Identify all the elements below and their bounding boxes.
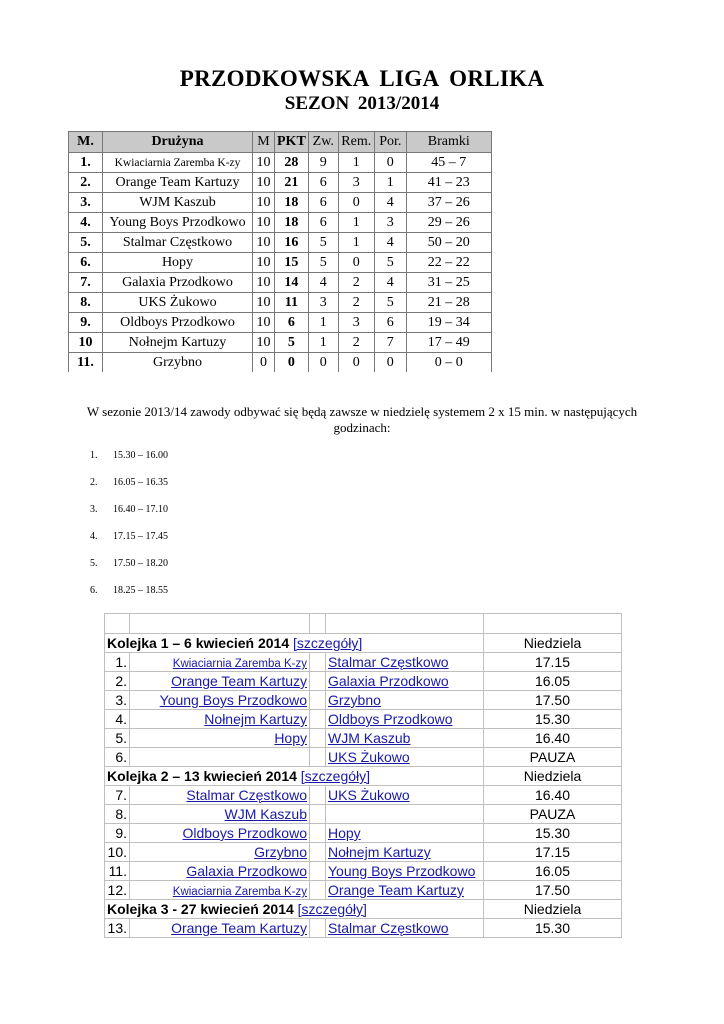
home-team-link[interactable]: Hopy [274, 730, 307, 746]
home-team-cell [130, 653, 310, 672]
col-header-goals: Bramki [406, 132, 491, 153]
round-day: Niedziela [484, 634, 622, 653]
match-number: 1. [105, 653, 130, 672]
home-team-cell [130, 729, 310, 748]
away-team-link[interactable]: Galaxia Przodkowo [328, 673, 449, 689]
standings-row [69, 353, 492, 373]
match-spacer [310, 862, 326, 881]
page-title: PRZODKOWSKA LIGA ORLIKA [179, 66, 545, 91]
standings-row [69, 293, 492, 313]
match-time: 17.50 [484, 881, 622, 900]
standings-row [69, 213, 492, 233]
match-row [105, 672, 622, 691]
goals: 0 – 0 [406, 353, 491, 373]
wins: 9 [308, 153, 338, 173]
team-position: 8. [69, 293, 103, 313]
match-row [105, 919, 622, 938]
time-slot-range: 16.40 – 17.10 [113, 504, 168, 515]
match-number: 10. [105, 843, 130, 862]
goals: 31 – 25 [406, 273, 491, 293]
away-team-cell [326, 691, 484, 710]
team-name: Orange Team Kartuzy [103, 173, 253, 193]
match-spacer [310, 672, 326, 691]
time-slot-range: 17.15 – 17.45 [113, 531, 168, 542]
home-team-link[interactable]: Orange Team Kartuzy [171, 920, 307, 936]
team-position: 10 [69, 333, 103, 353]
losses: 5 [374, 293, 406, 313]
standings-row [69, 313, 492, 333]
round-title-cell [105, 900, 484, 919]
round-header-row [105, 767, 622, 786]
away-team-link[interactable]: Hopy [328, 825, 361, 841]
team-position: 4. [69, 213, 103, 233]
team-name: Galaxia Przodkowo [103, 273, 253, 293]
col-header-draws: Rem. [338, 132, 374, 153]
match-row [105, 691, 622, 710]
away-team-link[interactable]: Orange Team Kartuzy [328, 882, 464, 898]
away-team-cell [326, 672, 484, 691]
time-slot-item [90, 449, 168, 476]
match-number: 5. [105, 729, 130, 748]
time-slot-range: 15.30 – 16.00 [113, 450, 168, 461]
time-slot-number: 2. [90, 477, 98, 488]
team-name: Stalmar Częstkowo [103, 233, 253, 253]
away-team-link[interactable]: Young Boys Przodkowo [328, 863, 476, 879]
match-spacer [310, 786, 326, 805]
points: 14 [275, 273, 309, 293]
away-team-cell [326, 862, 484, 881]
col-header-position: M. [69, 132, 103, 153]
schedule-info-text: W sezonie 2013/14 zawody odbywać się będą zawsze w niedzielę systemem 2 x 15 min. w następujących godzinach: [86, 404, 638, 435]
col-header-wins: Zw. [308, 132, 338, 153]
points: 28 [275, 153, 309, 173]
matches-played: 10 [253, 173, 275, 193]
match-row [105, 881, 622, 900]
wins: 1 [308, 313, 338, 333]
wins: 6 [308, 173, 338, 193]
home-team-link[interactable]: Kwiaciarnia Zaremba K-zy [172, 886, 307, 898]
round-details-link[interactable]: [szczegóły] [293, 635, 363, 651]
match-spacer [310, 805, 326, 824]
wins: 6 [308, 193, 338, 213]
match-row [105, 805, 622, 824]
round-header-row [105, 900, 622, 919]
matches-played: 10 [253, 293, 275, 313]
matches-played: 10 [253, 153, 275, 173]
standings-row [69, 273, 492, 293]
col-header-points: PKT [275, 132, 309, 153]
match-time: 16.40 [484, 786, 622, 805]
goals: 21 – 28 [406, 293, 491, 313]
match-spacer [310, 824, 326, 843]
team-position: 7. [69, 273, 103, 293]
time-slot-item [90, 503, 168, 530]
time-slot-item [90, 557, 168, 584]
standings-row [69, 233, 492, 253]
wins: 4 [308, 273, 338, 293]
losses: 7 [374, 333, 406, 353]
time-slot-range: 16.05 – 16.35 [113, 477, 168, 488]
match-spacer [310, 843, 326, 862]
team-name: Oldboys Przodkowo [103, 313, 253, 333]
team-name: Nołnejm Kartuzy [103, 333, 253, 353]
home-team-cell [130, 919, 310, 938]
match-number: 11. [105, 862, 130, 881]
page-subtitle: SEZON 2013/2014 [284, 93, 440, 114]
goals: 37 – 26 [406, 193, 491, 213]
away-team-cell [326, 824, 484, 843]
away-team-link[interactable]: Oldboys Przodkowo [328, 711, 453, 727]
home-team-cell [130, 843, 310, 862]
match-number: 2. [105, 672, 130, 691]
round-details-link[interactable]: [szczegóły] [300, 768, 371, 784]
time-slot-item [90, 584, 168, 611]
losses: 4 [374, 193, 406, 213]
away-team-link[interactable]: UKS Żukowo [328, 787, 410, 803]
goals: 17 – 49 [406, 333, 491, 353]
wins: 1 [308, 333, 338, 353]
match-row [105, 843, 622, 862]
match-row [105, 862, 622, 881]
standings-row [69, 253, 492, 273]
losses: 3 [374, 213, 406, 233]
col-header-team: Drużyna [103, 132, 253, 153]
match-row [105, 710, 622, 729]
time-slot-number: 6. [90, 585, 98, 596]
goals: 41 – 23 [406, 173, 491, 193]
match-spacer [310, 919, 326, 938]
match-number: 6. [105, 748, 130, 767]
draws: 2 [338, 333, 374, 353]
time-slot-range: 18.25 – 18.55 [113, 585, 168, 596]
team-name: UKS Żukowo [103, 293, 253, 313]
away-team-cell [326, 843, 484, 862]
match-number: 7. [105, 786, 130, 805]
match-time: 16.40 [484, 729, 622, 748]
match-time: PAUZA [484, 805, 622, 824]
round-title: Kolejka 3 - 27 kwiecień 2014 [107, 901, 294, 917]
team-name: WJM Kaszub [103, 193, 253, 213]
team-position: 9. [69, 313, 103, 333]
match-time: 17.15 [484, 653, 622, 672]
losses: 4 [374, 273, 406, 293]
match-number: 4. [105, 710, 130, 729]
match-spacer [310, 653, 326, 672]
time-slot-range: 17.50 – 18.20 [113, 558, 168, 569]
match-spacer [310, 729, 326, 748]
matches-played: 10 [253, 233, 275, 253]
points: 5 [275, 333, 309, 353]
away-team-cell [326, 805, 484, 824]
home-team-link[interactable]: Orange Team Kartuzy [171, 673, 307, 689]
home-team-link[interactable]: WJM Kaszub [224, 806, 307, 822]
wins: 3 [308, 293, 338, 313]
match-number: 9. [105, 824, 130, 843]
draws: 0 [338, 193, 374, 213]
losses: 0 [374, 353, 406, 373]
team-name: Young Boys Przodkowo [103, 213, 253, 233]
team-name: Kwiaciarnia Zaremba K-zy [103, 153, 253, 173]
match-time: 16.05 [484, 672, 622, 691]
schedule-table [104, 613, 622, 938]
home-team-cell [130, 786, 310, 805]
time-slot-item [90, 476, 168, 503]
match-spacer [310, 691, 326, 710]
matches-played: 10 [253, 213, 275, 233]
away-team-cell [326, 919, 484, 938]
points: 16 [275, 233, 309, 253]
team-position: 2. [69, 173, 103, 193]
round-day: Niedziela [484, 767, 622, 786]
match-spacer [310, 748, 326, 767]
team-position: 5. [69, 233, 103, 253]
points: 0 [275, 353, 309, 373]
match-time: 15.30 [484, 824, 622, 843]
home-team-cell [130, 748, 310, 767]
team-position: 11. [69, 353, 103, 373]
home-team-link[interactable]: Nołnejm Kartuzy [204, 711, 307, 727]
points: 18 [275, 193, 309, 213]
col-header-losses: Por. [374, 132, 406, 153]
goals: 50 – 20 [406, 233, 491, 253]
standings-table [68, 131, 492, 372]
draws: 3 [338, 173, 374, 193]
away-team-link[interactable]: Stalmar Częstkowo [328, 654, 449, 670]
away-team-cell [326, 786, 484, 805]
away-team-cell [326, 710, 484, 729]
standings-row [69, 333, 492, 353]
home-team-link[interactable]: Stalmar Częstkowo [186, 787, 307, 803]
losses: 1 [374, 173, 406, 193]
match-number: 3. [105, 691, 130, 710]
home-team-link[interactable]: Kwiaciarnia Zaremba K-zy [172, 658, 307, 670]
matches-played: 10 [253, 333, 275, 353]
points: 15 [275, 253, 309, 273]
home-team-link[interactable]: Galaxia Przodkowo [186, 863, 307, 879]
away-team-link[interactable]: UKS Żukowo [328, 749, 410, 765]
round-title-cell [105, 767, 484, 786]
matches-played: 10 [253, 313, 275, 333]
goals: 22 – 22 [406, 253, 491, 273]
matches-played: 10 [253, 253, 275, 273]
match-row [105, 729, 622, 748]
home-team-link[interactable]: Grzybno [254, 844, 307, 860]
away-team-cell [326, 748, 484, 767]
points: 18 [275, 213, 309, 233]
losses: 5 [374, 253, 406, 273]
points: 11 [275, 293, 309, 313]
matches-played: 0 [253, 353, 275, 373]
match-row [105, 786, 622, 805]
home-team-cell [130, 881, 310, 900]
matches-played: 10 [253, 273, 275, 293]
goals: 45 – 7 [406, 153, 491, 173]
draws: 1 [338, 213, 374, 233]
match-time: PAUZA [484, 748, 622, 767]
team-position: 6. [69, 253, 103, 273]
losses: 6 [374, 313, 406, 333]
match-row [105, 653, 622, 672]
draws: 2 [338, 293, 374, 313]
round-title-cell [105, 634, 484, 653]
schedule-empty-row [105, 614, 622, 634]
match-time: 16.05 [484, 862, 622, 881]
away-team-cell [326, 729, 484, 748]
match-number: 12. [105, 881, 130, 900]
time-slot-number: 1. [90, 450, 98, 461]
home-team-link[interactable]: Young Boys Przodkowo [159, 692, 307, 708]
home-team-cell [130, 862, 310, 881]
away-team-link[interactable]: WJM Kaszub [328, 730, 411, 746]
home-team-cell [130, 805, 310, 824]
standings-row [69, 193, 492, 213]
goals: 29 – 26 [406, 213, 491, 233]
draws: 2 [338, 273, 374, 293]
away-team-link[interactable]: Nołnejm Kartuzy [328, 844, 431, 860]
round-title: Kolejka 1 – 6 kwiecień 2014 [107, 635, 290, 651]
team-position: 3. [69, 193, 103, 213]
round-header-row [105, 634, 622, 653]
away-team-link[interactable]: Grzybno [328, 692, 381, 708]
col-header-matches: M [253, 132, 275, 153]
time-slot-number: 4. [90, 531, 98, 542]
match-number: 13. [105, 919, 130, 938]
standings-row [69, 173, 492, 193]
match-time: 17.15 [484, 843, 622, 862]
standings-row [69, 153, 492, 173]
match-time: 15.30 [484, 710, 622, 729]
draws: 0 [338, 253, 374, 273]
wins: 6 [308, 213, 338, 233]
goals: 19 – 34 [406, 313, 491, 333]
home-team-cell [130, 672, 310, 691]
round-title: Kolejka 2 – 13 kwiecień 2014 [107, 768, 297, 784]
home-team-cell [130, 824, 310, 843]
team-name: Grzybno [103, 353, 253, 373]
wins: 5 [308, 233, 338, 253]
away-team-cell [326, 653, 484, 672]
time-slots-list [90, 449, 168, 611]
time-slot-number: 3. [90, 504, 98, 515]
round-day: Niedziela [484, 900, 622, 919]
team-position: 1. [69, 153, 103, 173]
draws: 1 [338, 233, 374, 253]
time-slot-number: 5. [90, 558, 98, 569]
home-team-link[interactable]: Oldboys Przodkowo [182, 825, 307, 841]
losses: 4 [374, 233, 406, 253]
draws: 3 [338, 313, 374, 333]
wins: 0 [308, 353, 338, 373]
match-time: 17.50 [484, 691, 622, 710]
away-team-link[interactable]: Stalmar Częstkowo [328, 920, 449, 936]
points: 6 [275, 313, 309, 333]
round-details-link[interactable]: [szczegóły] [297, 901, 367, 917]
draws: 0 [338, 353, 374, 373]
home-team-cell [130, 691, 310, 710]
matches-played: 10 [253, 193, 275, 213]
losses: 0 [374, 153, 406, 173]
home-team-cell [130, 710, 310, 729]
team-name: Hopy [103, 253, 253, 273]
match-number: 8. [105, 805, 130, 824]
match-row [105, 824, 622, 843]
standings-header-row [69, 132, 492, 153]
match-spacer [310, 881, 326, 900]
match-time: 15.30 [484, 919, 622, 938]
wins: 5 [308, 253, 338, 273]
points: 21 [275, 173, 309, 193]
time-slot-item [90, 530, 168, 557]
away-team-cell [326, 881, 484, 900]
match-spacer [310, 710, 326, 729]
draws: 1 [338, 153, 374, 173]
match-row [105, 748, 622, 767]
